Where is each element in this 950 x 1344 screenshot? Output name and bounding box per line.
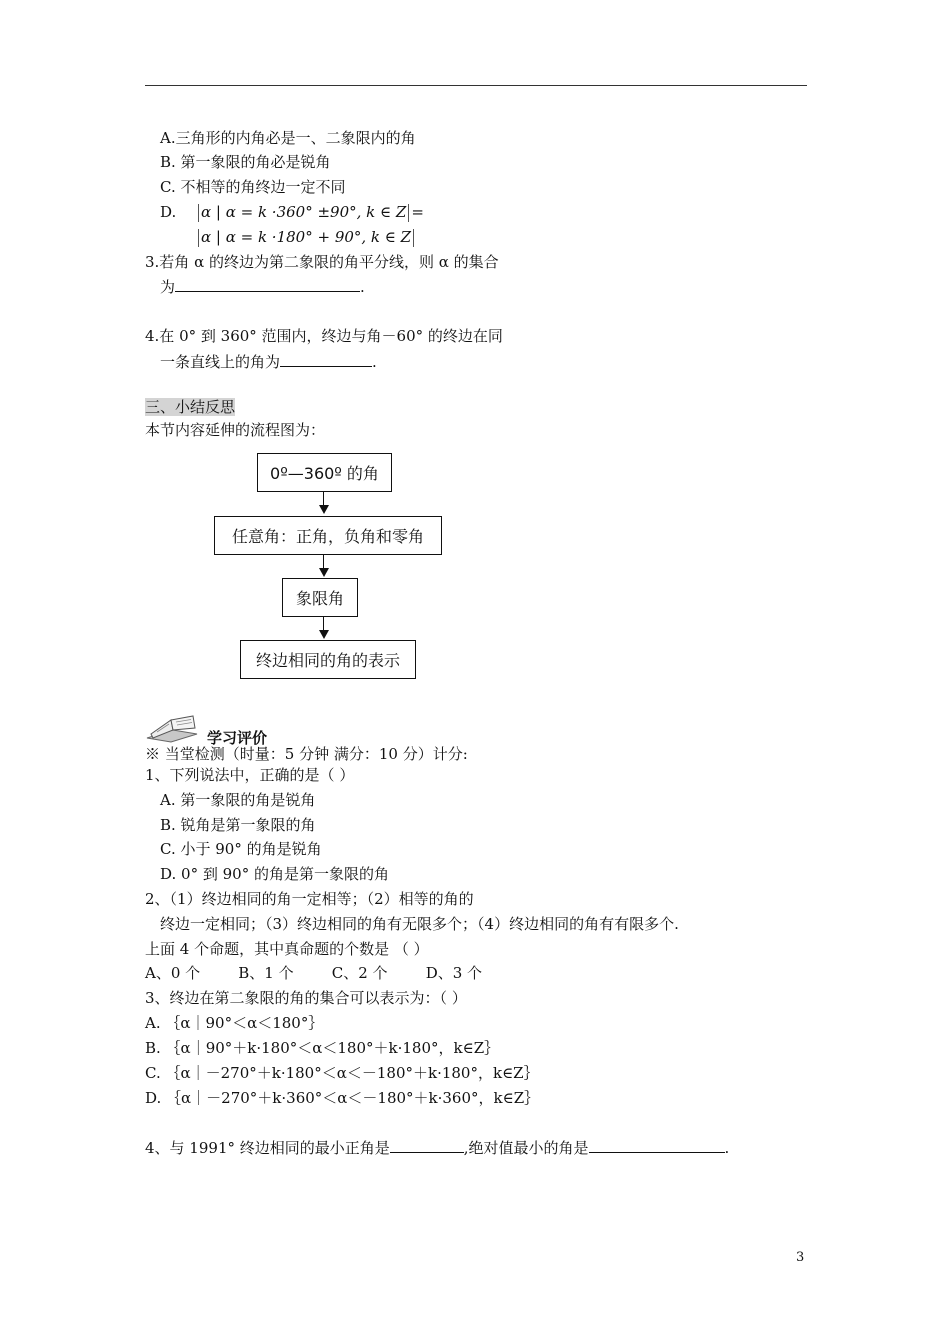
eval-q3-option-b: B. ｛α｜90°＋k·180°＜α＜180°＋k·180°，k∈Z｝ xyxy=(145,1039,500,1057)
flow-arrow-head xyxy=(319,568,329,577)
set-brace-right xyxy=(408,204,409,222)
question-4-line1: 4.在 0° 到 360° 范围内，终边与角－60° 的终边在同 xyxy=(145,327,503,345)
eval-q3-option-d: D. ｛α｜－270°＋k·360°＜α＜－180°＋k·360°，k∈Z｝ xyxy=(145,1089,540,1107)
question-4-line2 xyxy=(160,352,377,372)
eval-question-1: 1、下列说法中，正确的是（ ） xyxy=(145,766,355,784)
q4-suffix: . xyxy=(372,353,377,371)
book-icon xyxy=(143,712,201,744)
eval-question-4 xyxy=(145,1138,729,1158)
q3-suffix: . xyxy=(360,278,365,296)
set-brace-left xyxy=(198,204,199,222)
flow-arrow-head xyxy=(319,630,329,639)
summary-heading-text: 三、小结反思 xyxy=(145,398,236,416)
flow-arrow-head xyxy=(319,505,329,514)
eval-question-2-line2: 终边一定相同；（3）终边相同的角有无限多个；（4）终边相同的角有有限多个. xyxy=(160,915,679,933)
answer-blank-absolute[interactable] xyxy=(589,1138,725,1153)
set-brace-left xyxy=(198,229,199,247)
option-c: C. 不相等的角终边一定不同 xyxy=(160,178,346,196)
eval-q3-option-c: C. ｛α｜－270°＋k·180°＜α＜－180°＋k·180°，k∈Z｝ xyxy=(145,1064,539,1082)
set1-text: α | α = k ·360° ±90°, k ∈ Z xyxy=(201,203,407,221)
set-brace-right xyxy=(413,229,414,247)
eval-question-3: 3、终边在第二象限的角的集合可以表示为：（ ） xyxy=(145,989,467,1007)
flow-arrow-line xyxy=(323,492,324,506)
option-d-label: D. xyxy=(160,203,177,221)
eval-question-2-line3: 上面 4 个命题，其中真命题的个数是 （ ） xyxy=(145,940,429,958)
eval-q3-option-a: A. ｛α｜90°＜α＜180°｝ xyxy=(145,1014,324,1032)
option-d-set2 xyxy=(196,227,416,247)
eval-q1-option-a: A. 第一象限的角是锐角 xyxy=(160,791,316,809)
answer-blank-positive[interactable] xyxy=(390,1138,464,1153)
answer-blank[interactable] xyxy=(175,277,360,292)
flowchart-box-any-angle: 任意角：正角，负角和零角 xyxy=(214,516,442,555)
flowchart-box-angle-range: 0º—360º 的角 xyxy=(257,453,392,492)
eval-question-2-line1: 2、（1）终边相同的角一定相等；（2）相等的角的 xyxy=(145,890,474,908)
eval-q2-options: A、0 个 B、1 个 C、2 个 D、3 个 xyxy=(145,964,483,982)
eval-q1-option-b: B. 锐角是第一象限的角 xyxy=(160,816,316,834)
summary-heading xyxy=(145,397,235,417)
flow-arrow-line xyxy=(323,617,324,631)
flow-arrow-line xyxy=(323,555,324,569)
set2-text: α | α = k ·180° + 90°, k ∈ Z xyxy=(201,228,412,246)
option-d-set1 xyxy=(196,202,424,222)
q4-middle: ,绝对值最小的角是 xyxy=(463,1139,589,1157)
question-3-line1: 3.若角 α 的终边为第二象限的角平分线，则 α 的集合 xyxy=(145,253,499,271)
question-3-line2 xyxy=(160,277,365,297)
eval-q1-option-d: D. 0° 到 90° 的角是第一象限的角 xyxy=(160,865,389,883)
q4-suffix: . xyxy=(724,1139,730,1157)
option-a: A.三角形的内角必是一、二象限内的角 xyxy=(160,129,416,147)
test-info: ※ 当堂检测（时量：5 分钟 满分：10 分）计分: xyxy=(145,745,468,763)
flowchart-box-quadrant-angle: 象限角 xyxy=(282,578,358,617)
summary-intro: 本节内容延伸的流程图为： xyxy=(145,421,326,439)
q4-prefix: 4、与 1991° 终边相同的最小正角是 xyxy=(145,1139,390,1157)
equals-sign: = xyxy=(411,203,424,221)
page-number: 3 xyxy=(796,1250,805,1265)
q3-prefix: 为 xyxy=(160,278,176,296)
option-b: B. 第一象限的角必是锐角 xyxy=(160,153,331,171)
eval-q1-option-c: C. 小于 90° 的角是锐角 xyxy=(160,840,322,858)
flowchart-box-coterminal: 终边相同的角的表示 xyxy=(240,640,416,679)
answer-blank[interactable] xyxy=(280,352,372,367)
header-rule xyxy=(145,85,807,86)
evaluation-heading: 学习评价 xyxy=(207,729,268,747)
q4-prefix: 一条直线上的角为 xyxy=(160,353,281,371)
